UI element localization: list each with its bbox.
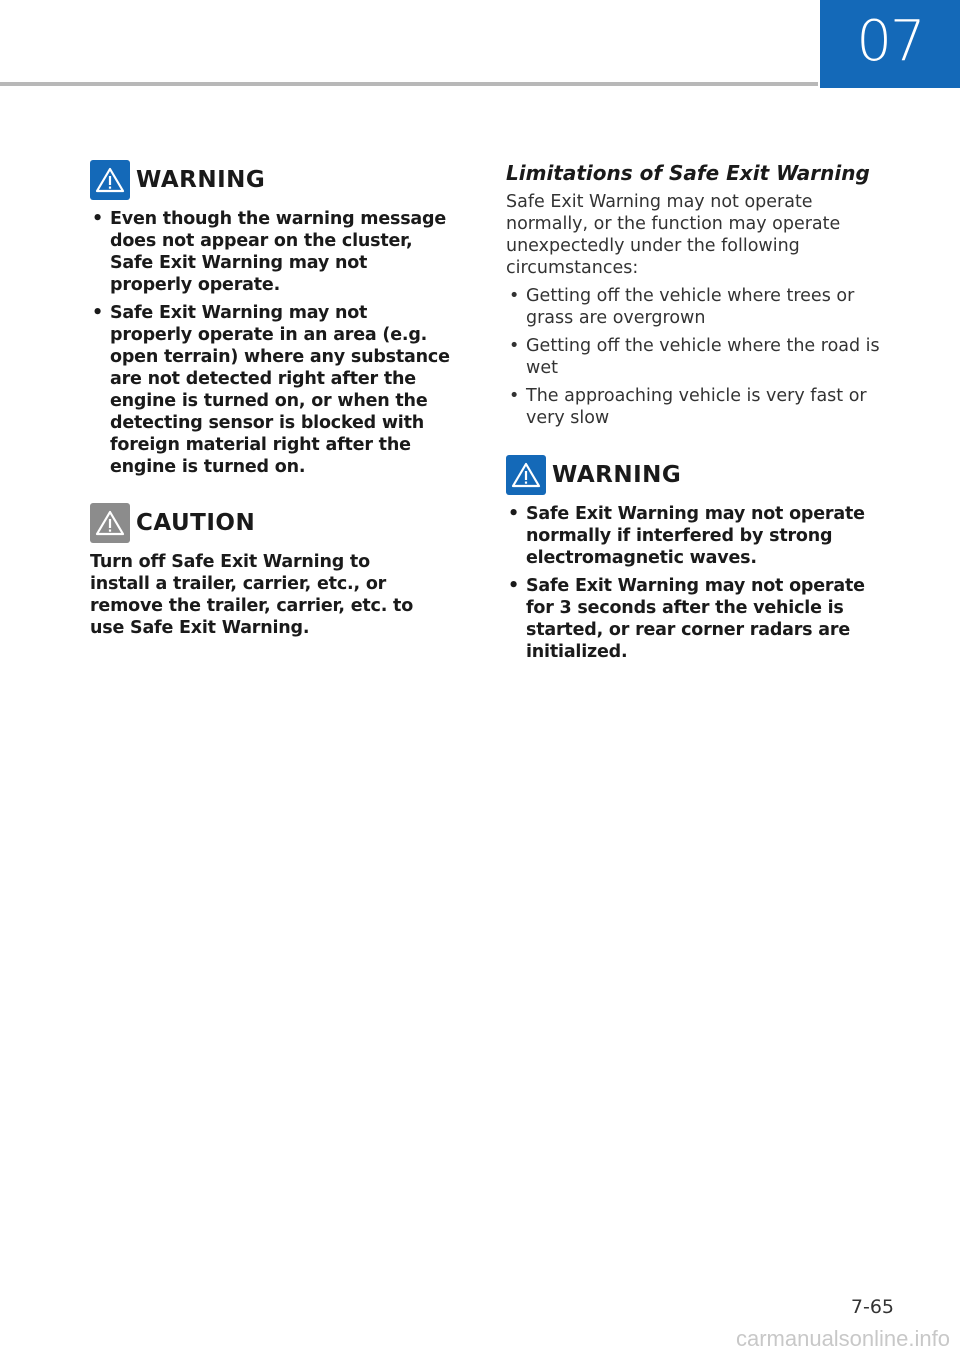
caution-text: Turn off Safe Exit Warning to install a trailer, carrier, etc., or remove the trailer, carrier, etc. to use Safe Exit Warning. (90, 552, 414, 638)
warning-header-2 (506, 455, 681, 495)
list-item: • Even though the warning message does not appear on the cluster, Safe Exit Warning may not properly operate. (90, 208, 450, 296)
warning-triangle-icon (90, 160, 130, 200)
page-number: 7-65 (850, 1296, 894, 1318)
list-item: • Getting off the vehicle where trees or grass are overgrown (506, 285, 886, 329)
warning-list-2 (506, 503, 866, 669)
warning-title: WARNING (552, 462, 682, 488)
list-item: • Getting off the vehicle where the road is wet (506, 335, 886, 379)
list-item: • Safe Exit Warning may not operate for 3 seconds after the vehicle is started, or rear corner radars are initialized. (506, 575, 866, 663)
intro-text: Safe Exit Warning may not operate normally, or the function may operate unexpectedly under the following circumstances: (506, 192, 841, 278)
watermark: carmanualsonline.info (735, 1326, 950, 1351)
warning-title: WARNING (136, 167, 266, 193)
chapter-tab (820, 0, 960, 88)
section-title: Limitations of Safe Exit Warning (506, 161, 870, 185)
list-item: • The approaching vehicle is very fast or very slow (506, 385, 886, 429)
caution-title: CAUTION (136, 510, 256, 536)
chapter-number: 07 (856, 8, 924, 74)
list-item: • Safe Exit Warning may not operate normally if interfered by strong electromagnetic waves. (506, 503, 866, 569)
limitations-list (506, 285, 886, 435)
warning-list (90, 208, 450, 484)
warning-header (90, 160, 265, 200)
list-item: • Safe Exit Warning may not properly operate in an area (e.g. open terrain) where any substance are not detected right after the engine is turned on, or when the detecting sensor is blocked with foreign material right after the engine is turned on. (90, 302, 450, 478)
caution-triangle-icon (90, 503, 130, 543)
header-rule (0, 82, 818, 86)
warning-triangle-icon (506, 455, 546, 495)
caution-header (90, 503, 255, 543)
